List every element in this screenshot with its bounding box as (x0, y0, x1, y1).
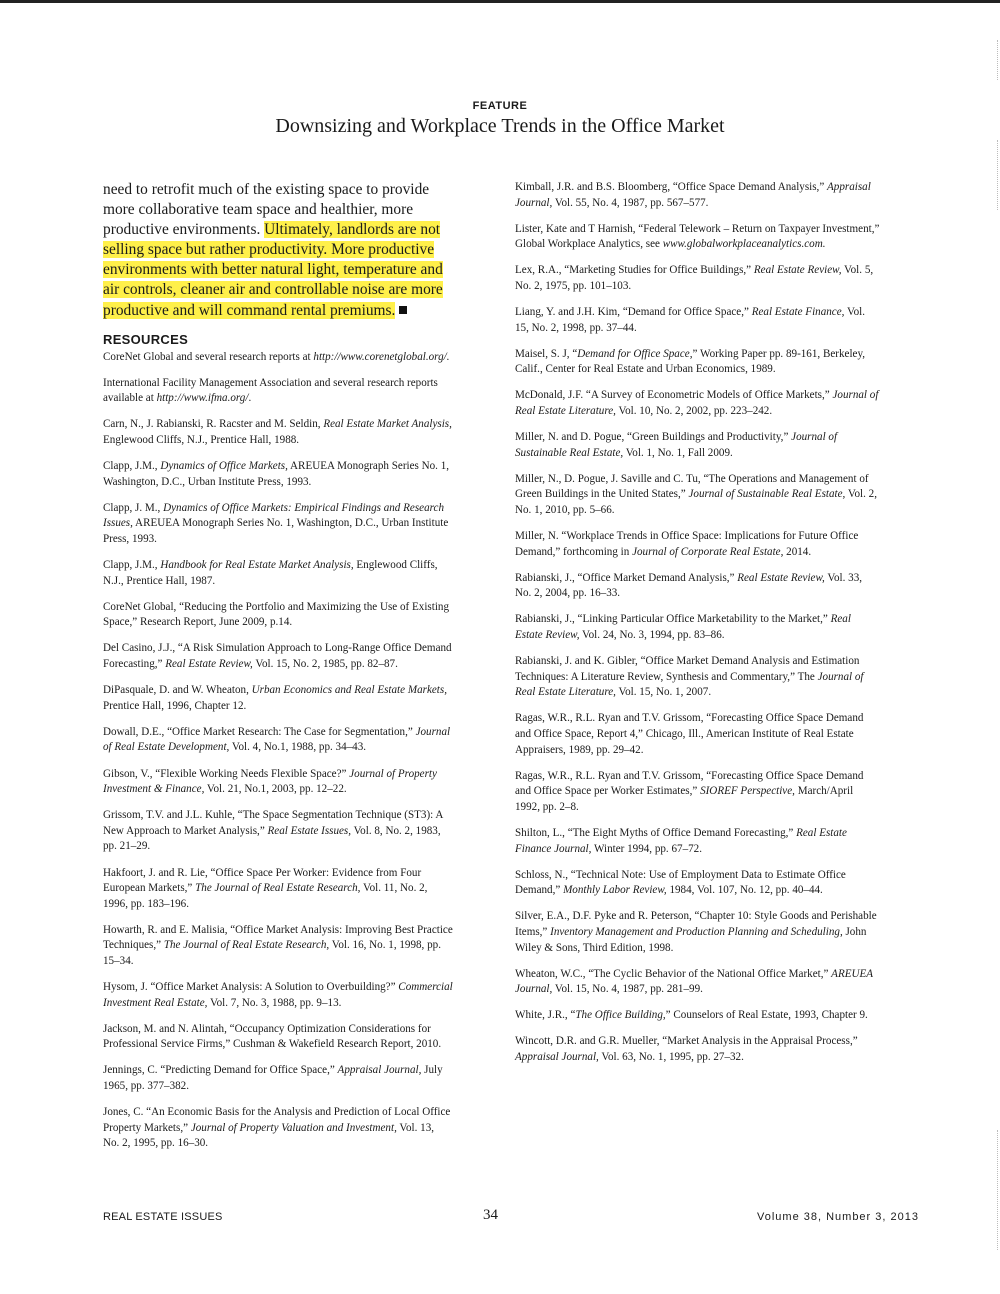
reference-item (103, 558, 453, 589)
reference-text: John Wiley & Sons, Third Edition, 1998. (515, 925, 867, 954)
reference-text: McDonald, J.F. “A Survey of Econometric Models of Office Markets,” (515, 389, 833, 402)
reference-source-title: Appraisal Journal, (337, 1064, 422, 1077)
reference-item (515, 711, 880, 758)
reference-text: Clapp, J.M., (103, 559, 161, 572)
reference-source-title: Real Estate Review, (515, 613, 851, 642)
reference-item (103, 866, 453, 913)
reference-text: Vol. 15, No. 2, 1985, pp. 82–87. (252, 658, 398, 671)
left-column (103, 180, 453, 1162)
reference-item (103, 683, 453, 714)
reference-text: Kimball, J.R. and B.S. Bloomberg, “Office Space Demand Analysis,” (515, 181, 828, 193)
reference-source-title: The Journal of Real Estate Research, (163, 939, 330, 952)
reference-text: Grissom, T.V. and J.L. Kuhle, “The Space Segmentation Technique (ST3): A New Approach to Market Analysis,” (103, 809, 443, 837)
reference-text: Vol. 10, No. 2, 2002, pp. 223–242. (615, 405, 773, 418)
reference-text: Clapp, J.M., (103, 460, 161, 473)
reference-text: Jones, C. “An Economic Basis for the Analysis and Prediction of Local Office Property Markets,” (103, 1106, 451, 1134)
reference-source-title: Journal of Real Estate Literature, (515, 670, 864, 699)
reference-item (515, 222, 880, 253)
reference-item (515, 654, 880, 701)
reference-source-title: www.globalworkplaceanalytics.com. (662, 238, 826, 251)
reference-text: ” Counselors of Real Estate, 1993, Chapter 9. (665, 1009, 868, 1022)
end-of-article-mark (399, 306, 407, 314)
reference-source-title: Appraisal Journal, (515, 1051, 599, 1064)
reference-text: Hakfoort, J. and R. Lie, “Office Space Per Worker: Evidence from Four European Markets,” (103, 866, 422, 895)
reference-text: Lex, R.A., “Marketing Studies for Office Buildings,” (515, 264, 754, 277)
reference-text: Ragas, W.R., R.L. Ryan and T.V. Grissom, “Forecasting Office Space Demand and Office Space per Worker Estimates,” (515, 769, 864, 798)
reference-source-title: Dynamics of Office Markets, (160, 460, 288, 473)
reference-text: CoreNet Global and several research reports at (103, 350, 314, 363)
reference-text: ” Working Paper pp. 89-161, Berkeley, Calif., Center for Real Estate and Urban Economics, 1989. (515, 347, 866, 376)
reference-list-right (515, 180, 880, 1066)
reference-text: 1984, Vol. 107, No. 12, pp. 40–44. (666, 884, 823, 897)
right-column (515, 180, 880, 1076)
reference-text: Vol. 4, No.1, 1988, pp. 34–43. (229, 741, 367, 754)
reference-text: International Facility Management Association and several research reports available at (103, 376, 438, 405)
reference-item (103, 376, 453, 407)
reference-item (103, 1063, 453, 1094)
reference-text: Winter 1994, pp. 67–72. (591, 842, 702, 855)
reference-text: Miller, N. and D. Pogue, “Green Buildings and Productivity,” (515, 431, 792, 444)
reference-text: Vol. 15, No. 2, 1998, pp. 37–44. (515, 306, 865, 334)
article-title: Downsizing and Workplace Trends in the Office Market (275, 115, 725, 137)
reference-text: Miller, N. “Workplace Trends in Office Space: Implications for Future Office Demand,” forthcoming in (515, 530, 859, 558)
reference-text: Schloss, N., “Technical Note: Use of Employment Data to Estimate Office Demand,” (515, 868, 846, 897)
reference-text: Jennings, C. “Predicting Demand for Office Space,” (103, 1064, 338, 1077)
reference-source-title: Journal of Corporate Real Estate, (632, 545, 784, 558)
reference-text: Rabianski, J. and K. Gibler, “Office Market Demand Analysis and Estimation Techniques: A Literature Review, Synthesis and Commentary,” The (515, 655, 860, 683)
reference-source-title: Real Estate Review, (753, 264, 842, 277)
reference-source-title: Journal of Real Estate Literature, (515, 389, 879, 418)
reference-text: Vol. 15, No. 4, 1987, pp. 281–99. (552, 983, 703, 996)
reference-source-title: Monthly Labor Review, (563, 884, 667, 897)
reference-text: Gibson, V., “Flexible Working Needs Flexible Space?” (103, 767, 350, 780)
reference-text: Hysom, J. “Office Market Analysis: A Solution to Overbuilding?” (103, 981, 399, 994)
reference-item (103, 641, 453, 672)
reference-text: Jackson, M. and N. Alintah, “Occupancy Optimization Considerations for Professional Service Firms,” Cushman & Wakefield Research Report, 2010. (103, 1022, 442, 1051)
reference-text: Englewood Cliffs, N.J., Prentice Hall, 1988. (103, 434, 300, 447)
reference-text: Vol. 1, No. 1, Fall 2009. (623, 446, 733, 459)
reference-text: Shilton, L., “The Eight Myths of Office Demand Forecasting,” (515, 827, 797, 839)
reference-text: AREUEA Monograph Series No. 1, Washington, D.C., Urban Institute Press, 1993. (103, 517, 449, 545)
reference-source-title: Real Estate Review, (737, 571, 825, 584)
reference-text: Miller, N., D. Pogue, J. Saville and C. Tu, “The Operations and Management of Green Buildings in the United States,” (515, 472, 869, 501)
reference-source-title: Real Estate Finance Journal, (515, 827, 847, 855)
footer-issue: Volume 38, Number 3, 2013 (757, 1211, 919, 1223)
reference-text: Vol. 11, No. 2, 1996, pp. 183–196. (103, 882, 428, 910)
reference-source-title: SIOREF Perspective, (700, 785, 795, 798)
page-number: 34 (483, 1207, 498, 1223)
reference-list-left (103, 350, 453, 1152)
reference-source-title: http://www.corenetglobal.org/. (313, 350, 450, 363)
reference-text: Del Casino, J.J., “A Risk Simulation Approach to Long-Range Office Demand Forecasting,” (103, 642, 452, 671)
reference-item (515, 612, 880, 643)
scan-top-edge (0, 0, 1000, 3)
reference-item (515, 347, 880, 378)
reference-source-title: Dynamics of Office Markets: Empirical Findings and Research Issues, (103, 501, 444, 530)
reference-item (515, 967, 880, 998)
reference-text: Vol. 15, No. 1, 2007. (615, 686, 712, 699)
reference-text: DiPasquale, D. and W. Wheaton, (103, 684, 252, 697)
reference-text: Vol. 2, No. 1, 2010, pp. 5–66. (515, 488, 877, 516)
scan-edge-mark (991, 140, 998, 210)
reference-text: Vol. 8, No. 2, 1983, pp. 21–29. (103, 824, 441, 853)
reference-item (515, 1008, 880, 1024)
reference-text: Vol. 24, No. 3, 1994, pp. 83–86. (579, 629, 725, 642)
reference-item (103, 923, 453, 970)
reference-text: Rabianski, J., “Office Market Demand Analysis,” (515, 571, 738, 584)
reference-item (515, 305, 880, 336)
reference-source-title: http://www.ifma.org/ (156, 392, 249, 405)
reference-text: Howarth, R. and E. Malisia, “Office Market Analysis: Improving Best Practice Techniques,” (103, 923, 453, 952)
reference-text: Vol. 21, No.1, 2003, pp. 12–22. (204, 783, 347, 796)
scan-edge-mark (991, 40, 998, 80)
reference-text: Wheaton, W.C., “The Cyclic Behavior of the National Office Market,” (515, 967, 832, 980)
reference-item (515, 909, 880, 956)
reference-item (515, 180, 880, 211)
reference-source-title: The Journal of Real Estate Research, (195, 882, 361, 895)
reference-item (515, 263, 880, 294)
reference-source-title: Real Estate Market Analysis, (323, 418, 452, 431)
reference-source-title: Urban Economics and Real Estate Markets, (251, 684, 447, 697)
reference-item (103, 725, 453, 756)
resources-heading: RESOURCES (103, 331, 189, 347)
reference-item (515, 529, 880, 560)
reference-item (103, 1105, 453, 1152)
reference-source-title: Journal of Property Valuation and Investment, (190, 1121, 397, 1134)
reference-item (103, 501, 453, 548)
reference-text: Vol. 16, No. 1, 1998, pp. 15–34. (103, 939, 441, 967)
section-kicker: FEATURE (472, 100, 528, 112)
reference-source-title: Real Estate Issues, (267, 824, 352, 837)
reference-text: July 1965, pp. 377–382. (103, 1064, 443, 1093)
reference-text: Lister, Kate and T Harnish, “Federal Telework – Return on Taxpayer Investment,” Global Workplace Analytics, see (515, 222, 880, 251)
reference-item (103, 350, 453, 366)
reference-item (515, 868, 880, 899)
reference-text: Carn, N., J. Rabianski, R. Racster and M. Seldin, (103, 418, 324, 431)
reference-source-title: Appraisal Journal, (515, 181, 871, 209)
reference-text: Prentice Hall, 1996, Chapter 12. (103, 699, 247, 712)
reference-text: Vol. 33, No. 2, 2004, pp. 16–33. (515, 571, 863, 600)
reference-text: Liang, Y. and J.H. Kim, “Demand for Office Space,” (515, 306, 752, 319)
footer-publication: REAL ESTATE ISSUES (103, 1211, 223, 1223)
reference-text: CoreNet Global, “Reducing the Portfolio and Maximizing the Use of Existing Space,” Research Report, June 2009, p.14. (103, 600, 449, 629)
reference-text: Englewood Cliffs, N.J., Prentice Hall, 1987. (103, 559, 438, 587)
reference-item (515, 430, 880, 461)
reference-text: AREUEA Monograph Series No. 1, Washington, D.C., Urban Institute Press, 1993. (103, 460, 450, 488)
reference-item (103, 980, 453, 1011)
reference-text: Vol. 7, No. 3, 1988, pp. 9–13. (207, 996, 342, 1009)
reference-item (515, 826, 880, 857)
reference-source-title: AREUEA Journal, (515, 967, 873, 996)
reference-text: Maisel, S. J, “ (515, 347, 578, 360)
reference-source-title: Handbook for Real Estate Market Analysis, (160, 559, 354, 572)
reference-text: . (248, 392, 252, 405)
reference-item (103, 600, 453, 631)
reference-source-title: Journal of Sustainable Real Estate, (515, 431, 838, 459)
reference-source-title: Commercial Investment Real Estate, (103, 981, 453, 1009)
reference-item (515, 388, 880, 419)
reference-text: Ragas, W.R., R.L. Ryan and T.V. Grissom, “Forecasting Office Space Demand and Office Space, Report 4,” Chicago, Ill., American Institute of Real Estate Appraisers, 1989, pp. 29–42. (515, 712, 864, 756)
reference-item (103, 417, 453, 448)
reference-text: Rabianski, J., “Linking Particular Office Marketability to the Market,” (515, 613, 831, 626)
reference-source-title: Journal of Real Estate Development, (103, 725, 451, 754)
reference-text: Vol. 5, No. 2, 1975, pp. 101–103. (515, 264, 874, 292)
reference-source-title: Journal of Property Investment & Finance, (103, 767, 437, 796)
reference-item (515, 571, 880, 602)
body-paragraph (103, 180, 453, 321)
reference-item (103, 808, 453, 855)
reference-text: White, J.R., “ (515, 1009, 576, 1022)
body-text: need to retrofit much of the existing space to provide more collaborative team space and healthier, more productive environments. (103, 181, 430, 239)
reference-item (103, 1022, 453, 1053)
reference-text: 2014. (783, 545, 812, 558)
reference-item (515, 472, 880, 519)
reference-item (515, 769, 880, 816)
reference-text: Wincott, D.R. and G.R. Mueller, “Market Analysis in the Appraisal Process,” (515, 1035, 858, 1048)
reference-text: Dowall, D.E., “Office Market Research: The Case for Segmentation,” (103, 725, 416, 738)
reference-text: Vol. 13, No. 2, 1995, pp. 16–30. (103, 1121, 435, 1150)
reference-source-title: Real Estate Review, (165, 658, 253, 671)
reference-source-title: Real Estate Finance, (751, 306, 845, 319)
reference-text: Clapp, J. M., (103, 501, 164, 514)
reference-item (103, 459, 453, 490)
reference-text: Vol. 63, No. 1, 1995, pp. 27–32. (598, 1051, 744, 1064)
reference-source-title: Inventory Management and Production Planning and Scheduling, (550, 925, 843, 938)
reference-item (103, 767, 453, 798)
highlighted-text: Ultimately, landlords are not selling space but rather productivity. More productive environments with better natural light, temperature and air controls, cleaner air and controllable noise are more productive and will command rental premiums. (103, 221, 443, 319)
reference-source-title: Demand for Office Space, (577, 347, 693, 360)
reference-text: Silver, E.A., D.F. Pyke and R. Peterson, “Chapter 10: Style Goods and Perishable Items,” (515, 910, 877, 938)
reference-source-title: The Office Building, (575, 1009, 666, 1022)
reference-source-title: Journal of Sustainable Real Estate, (688, 488, 846, 501)
reference-text: Vol. 55, No. 4, 1987, pp. 567–577. (552, 196, 709, 209)
reference-item (515, 1034, 880, 1065)
reference-text: March/April 1992, pp. 2–8. (515, 785, 854, 813)
scan-edge-mark (991, 1130, 998, 1250)
